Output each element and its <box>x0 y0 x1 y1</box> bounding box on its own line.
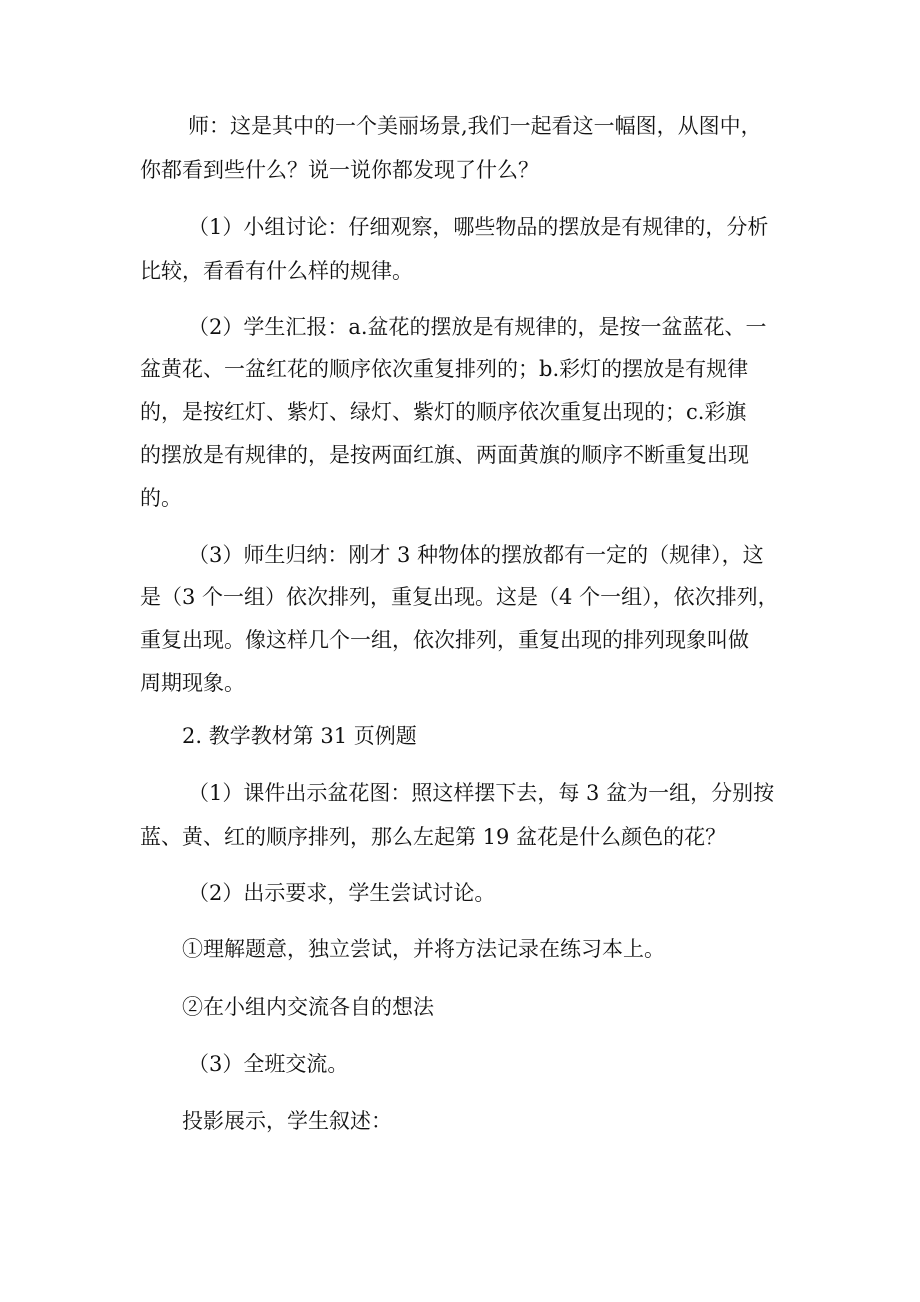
section-heading: 2. 教学教材第 31 页例题 <box>182 724 417 748</box>
paragraph-line: （1）小组讨论：仔细观察，哪些物品的摆放是有规律的，分析 <box>188 215 769 239</box>
paragraph-line: 盆黄花、一盆红花的顺序依次重复排列的；b.彩灯的摆放是有规律 <box>140 357 749 381</box>
paragraph-line: 是（3 个一组）依次排列，重复出现。这是（4 个一组），依次排列， <box>140 585 779 609</box>
paragraph-line: 比较，看看有什么样的规律。 <box>140 259 413 283</box>
list-item: ①理解题意，独立尝试，并将方法记录在练习本上。 <box>182 937 665 961</box>
paragraph-line: 投影展示，学生叙述： <box>182 1109 392 1133</box>
paragraph-line: 的，是按红灯、紫灯、绿灯、紫灯的顺序依次重复出现的；c.彩旗 <box>140 400 747 424</box>
paragraph-line: 蓝、黄、红的顺序排列，那么左起第 19 盆花是什么颜色的花？ <box>140 825 727 849</box>
paragraph-line: 师：这是其中的一个美丽场景,我们一起看这一幅图，从图中， <box>188 114 762 138</box>
paragraph-line: 周期现象。 <box>140 671 245 695</box>
paragraph-line: 你都看到些什么？说一说你都发现了什么？ <box>140 158 539 182</box>
paragraph-line: 的摆放是有规律的，是按两面红旗、两面黄旗的顺序不断重复出现 <box>140 443 749 467</box>
list-item: ②在小组内交流各自的想法 <box>182 995 434 1019</box>
paragraph-line: （2）出示要求，学生尝试讨论。 <box>188 881 496 905</box>
paragraph-line: （2）学生汇报：a.盆花的摆放是有规律的，是按一盆蓝花、一 <box>188 315 767 339</box>
paragraph-line: （3）师生归纳：刚才 3 种物体的摆放都有一定的（规律），这 <box>188 543 764 567</box>
paragraph-line: 重复出现。像这样几个一组，依次排列，重复出现的排列现象叫做 <box>140 628 749 652</box>
paragraph-line: 的。 <box>140 486 182 510</box>
paragraph-line: （1）课件出示盆花图：照这样摆下去，每 3 盆为一组，分别按 <box>188 781 775 805</box>
paragraph-line: （3）全班交流。 <box>188 1052 349 1076</box>
